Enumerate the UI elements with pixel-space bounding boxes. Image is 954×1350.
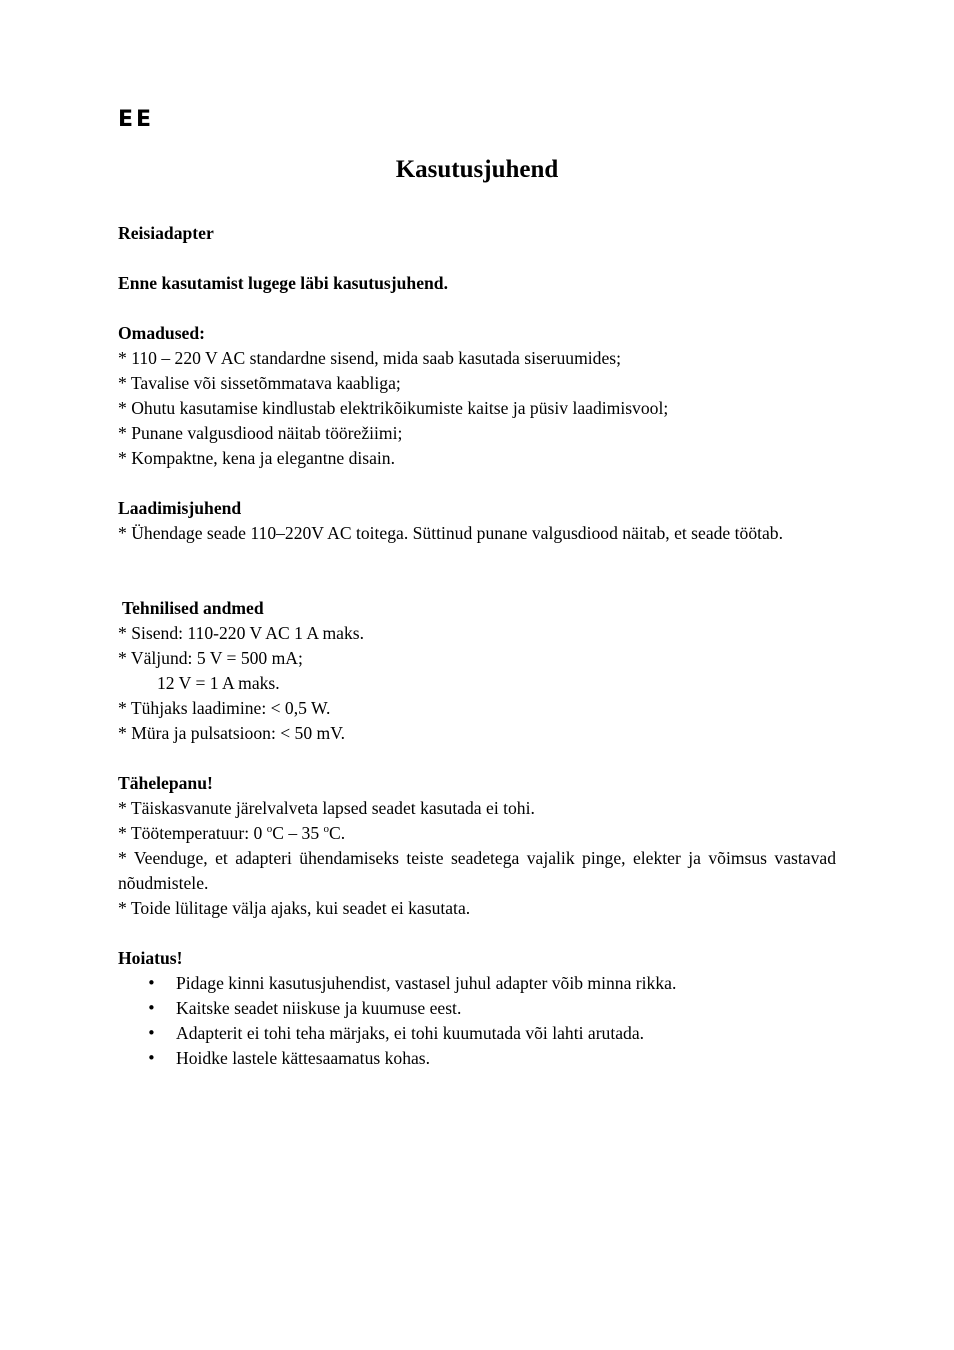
specs-heading: Tehnilised andmed: [122, 598, 264, 618]
temp-prefix: * Töötemperatuur: 0: [118, 823, 267, 843]
bullet-icon: •: [147, 974, 156, 992]
list-item: [118, 971, 836, 996]
attention-heading: Tähelepanu!: [118, 773, 213, 793]
attention-item: * Toide lülitage välja ajaks, kui seadet ei kasutata.: [118, 898, 471, 918]
features-section: [118, 321, 836, 471]
list-item: [118, 996, 836, 1021]
list-item: [118, 1046, 836, 1071]
warning-heading: Hoiatus!: [118, 948, 183, 968]
bullet-icon: •: [147, 1049, 156, 1067]
features-heading: Omadused:: [118, 323, 206, 343]
attention-temperature: [118, 821, 836, 846]
product-name-block: [118, 221, 836, 246]
language-code: EE: [118, 107, 155, 132]
spec-noise: * Müra ja pulsatsioon: < 50 mV.: [118, 723, 346, 743]
temp-suffix: C.: [329, 823, 346, 843]
spec-input: * Sisend: 110-220 V AC 1 A maks.: [118, 623, 365, 643]
degree-sup: o: [266, 823, 273, 836]
charging-section: [118, 496, 836, 546]
intro-note: Enne kasutamist lugege läbi kasutusjuhend.: [118, 273, 448, 293]
spec-output: * Väljund: 5 V = 500 mA;: [118, 648, 303, 668]
list-item: [118, 1021, 836, 1046]
warning-item-text: Adapterit ei tohi teha märjaks, ei tohi kuumutada või lahti arutada.: [176, 1023, 645, 1043]
attention-item: * Veenduge, et adapteri ühendamiseks teiste seadetega vajalik pinge, elekter ja võimsus vastavad nõudmistele.: [118, 848, 836, 893]
intro-block: [118, 271, 836, 296]
feature-item: * Kompaktne, kena ja elegantne disain.: [118, 448, 396, 468]
feature-item: * Punane valgusdiood näitab töörežiimi;: [118, 423, 403, 443]
charging-text: * Ühendage seade 110–220V AC toitega. Süttinud punane valgusdiood näitab, et seade töötab.: [118, 523, 784, 543]
spec-output-12v: 12 V = 1 A maks.: [157, 673, 280, 693]
bullet-icon: •: [147, 999, 156, 1017]
warning-item-text: Kaitske seadet niiskuse ja kuumuse eest.: [176, 998, 462, 1018]
spec-idle: * Tühjaks laadimine: < 0,5 W.: [118, 698, 331, 718]
degree-sup: o: [323, 823, 330, 836]
feature-item: * Tavalise või sissetõmmatava kaabliga;: [118, 373, 401, 393]
attention-section: [118, 771, 836, 921]
warning-list: [118, 971, 836, 1071]
document-title: Kasutusjuhend: [395, 156, 559, 183]
bullet-icon: •: [147, 1024, 156, 1042]
product-name: Reisiadapter: [118, 223, 214, 243]
temp-mid: C – 35: [272, 823, 324, 843]
specs-section: [118, 596, 836, 746]
warning-item-text: Pidage kinni kasutusjuhendist, vastasel juhul adapter võib minna rikka.: [176, 973, 677, 993]
feature-item: * Ohutu kasutamise kindlustab elektrikõikumiste kaitse ja püsiv laadimisvool;: [118, 398, 669, 418]
attention-item: * Täiskasvanute järelvalveta lapsed seadet kasutada ei tohi.: [118, 798, 535, 818]
feature-item: * 110 – 220 V AC standardne sisend, mida saab kasutada siseruumides;: [118, 348, 621, 368]
warning-section: [118, 946, 836, 1071]
warning-item-text: Hoidke lastele kättesaamatus kohas.: [176, 1048, 431, 1068]
charging-heading: Laadimisjuhend: [118, 498, 242, 518]
